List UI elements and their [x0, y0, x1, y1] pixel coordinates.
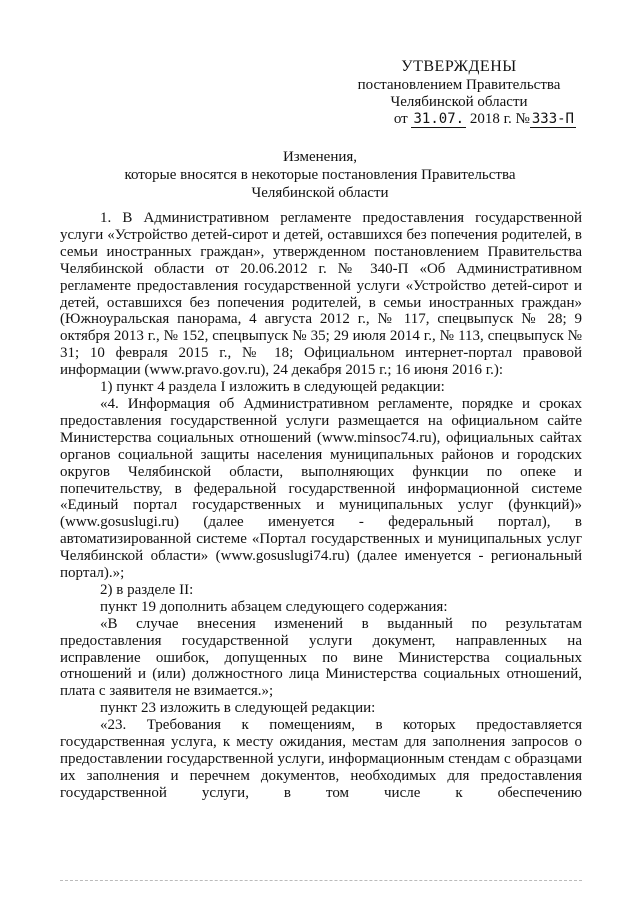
approval-number-handwritten: 333-П — [531, 111, 574, 127]
document-heading — [60, 148, 580, 202]
paragraph-1: 1. В Административном регламенте предоставления государственной услуги «Устройство детей-сирот и детей, оставшихся без попечения родителей, в семьи иностранных граждан», утвержденном постановлением Правительства Челябинской области от 20.06.2012 г. № 340-П «Об Административном регламенте предоставления государственной услуги «Устройство детей-сирот и детей, оставшихся без попечения родителей, в семьи иностранных граждан» (Южноуральская панорама, 4 августа 2012 г., № 117, спецвыпуск № 28; 9 октября 2013 г., № 152, спецвыпуск № 35; 29 июля 2014 г., № 113, спецвыпуск № 31; 10 февраля 2015 г., № 18; Официальном интернет-портал правовой информации (www.pravo.gov.ru), 24 декабря 2015 г.; 16 июня 2016 г.): — [60, 210, 582, 379]
approval-date-handwritten: 31.07. — [413, 111, 465, 127]
paragraph-7: пункт 23 изложить в следующей редакции: — [100, 700, 376, 717]
approval-date-prefix: от — [393, 111, 408, 127]
paragraph-4: 2) в разделе II: — [100, 581, 194, 598]
page-bottom-divider — [60, 880, 582, 881]
paragraph-8: «23. Требования к помещениям, в которых предоставляется государственная услуга, к месту ожидания, местам для заполнения запросов о предоставлении государственной услуги, информационным стендам с образцами их заполнения и перечнем документов, необходимых для предоставления государственной услуги, в том числе к обеспечению — [60, 717, 582, 801]
heading-line-3: Челябинской области — [251, 185, 389, 201]
approval-number-prefix: № — [515, 111, 530, 127]
approval-year: 2018 г. — [469, 111, 512, 127]
approval-title: УТВЕРЖДЕНЫ — [401, 58, 517, 75]
approval-line-2: Челябинской области — [390, 94, 528, 110]
paragraph-6: «В случае внесения изменений в выданный по результатам предоставления государственной услуги документ, направленных на исправление ошибок, допущенных по вине Министерства социальных отношений и (или) должностного лица Министерства социальных отношений, плата с заявителя не взимается.»; — [60, 615, 582, 700]
paragraph-2: 1) пункт 4 раздела I изложить в следующей редакции: — [100, 379, 445, 396]
heading-line-2: которые вносятся в некоторые постановления Правительства — [124, 167, 516, 183]
approval-date-line — [334, 111, 584, 128]
paragraph-3: «4. Информация об Административном регламенте, порядке и сроках предоставления государственной услуги размещается на официальном сайте Министерства социальных отношений (www.minsoc74.ru), официальных сайтах органов социальной защиты населения муниципальных районов и городских округов Челябинской области, выполняющих функции по опеке и попечительству, в федеральной государственной информационной системе «Единый портал государственных и муниципальных услуг (функций)» (www.gosuslugi.ru) (далее именуется - федеральный портал), в автоматизированной системе «Портал государственных и муниципальных услуг Челябинской области» (www.gosuslugi74.ru) (далее именуется - региональный портал).»; — [60, 395, 582, 582]
paragraph-5: пункт 19 дополнить абзацем следующего содержания: — [100, 598, 448, 615]
document-body — [60, 210, 582, 802]
approval-line-1: постановлением Правительства — [357, 77, 561, 93]
approval-stamp — [334, 58, 584, 128]
heading-line-1: Изменения, — [282, 149, 358, 165]
